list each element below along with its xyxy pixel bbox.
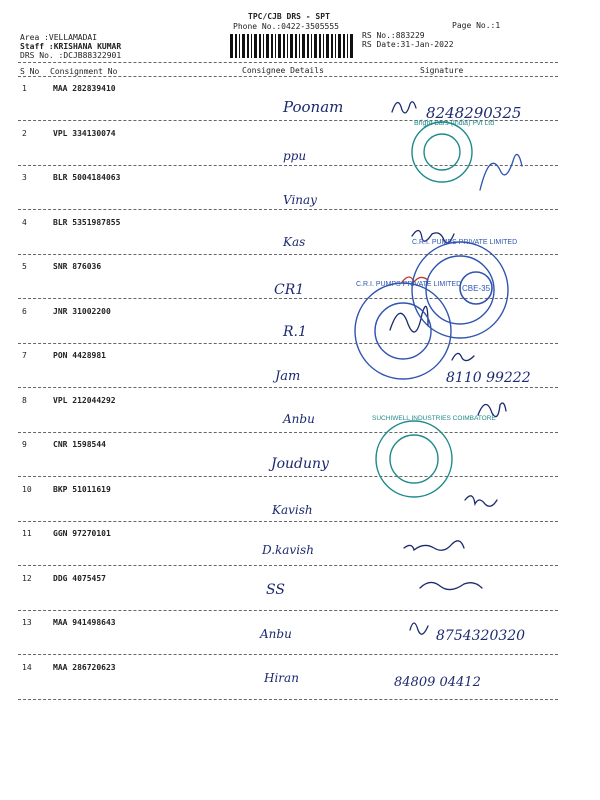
hw-name-3: Vinay — [283, 193, 317, 207]
row-consignment-no: GGN 97270101 — [53, 529, 111, 538]
row-sno: 6 — [22, 306, 27, 316]
table-row — [0, 481, 600, 526]
table-row — [0, 80, 600, 125]
row-sno: 2 — [22, 128, 27, 138]
row-consignment-no: BLR 5351987855 — [53, 217, 121, 227]
hw-phone-1: 8248290325 — [426, 104, 522, 122]
row-divider — [18, 120, 558, 121]
table-row — [0, 258, 600, 303]
stamp-bright-bars-text: Bright Bars (India) Pvt Ltd — [414, 120, 495, 127]
col-sno: S No — [20, 67, 40, 76]
row-consignment-no: VPL 212044292 — [53, 395, 116, 405]
table-row — [0, 436, 600, 481]
hw-name-5: CR1 — [274, 282, 305, 298]
row-sno: 11 — [22, 529, 32, 538]
row-divider — [18, 298, 558, 299]
row-consignment-no: PON 4428981 — [53, 351, 106, 360]
row-consignment-no: MAA 282839410 — [53, 84, 116, 93]
row-divider — [18, 165, 558, 166]
col-consignment: Consignment No — [50, 67, 118, 76]
row-consignment-no: DDG 4075457 — [53, 573, 106, 583]
hw-name-4: Kas — [283, 235, 306, 249]
col-signature: Signature — [420, 66, 464, 75]
table-row — [0, 525, 600, 570]
row-sno: 1 — [22, 84, 27, 93]
row-divider — [18, 521, 558, 522]
row-sno: 3 — [22, 173, 27, 182]
hw-name-1: Poonam — [283, 98, 344, 116]
row-divider — [18, 254, 558, 255]
page-number: Page No.:1 — [452, 21, 501, 30]
row-divider — [18, 432, 558, 433]
area-label: Area :VELLAMADAI — [20, 33, 98, 42]
hw-name-12: SS — [266, 582, 285, 598]
stamp-suchiwell-text: SUCHIWELL INDUSTRIES COIMBATORE — [372, 415, 496, 422]
col-consignee: Consignee Details — [242, 66, 324, 75]
row-sno: 9 — [22, 440, 27, 449]
table-row — [0, 392, 600, 437]
header-rule-top — [18, 62, 558, 63]
row-consignment-no: BLR 5004184063 — [53, 173, 121, 182]
hw-name-2: ppu — [283, 149, 307, 163]
row-divider — [18, 343, 558, 344]
table-row — [0, 570, 600, 615]
table-row — [0, 347, 600, 392]
hw-name-6: R.1 — [283, 324, 307, 340]
header-rule-bottom — [18, 76, 558, 77]
row-consignment-no: SNR 876036 — [53, 262, 102, 271]
hw-name-7: Jam — [275, 369, 301, 384]
table-row — [0, 214, 600, 259]
stamp-cri-pumps-upper-text: C.R.I. PUMPS PRIVATE LIMITED — [412, 239, 518, 246]
table-row — [0, 169, 600, 214]
phone-number: Phone No.:0422-3505555 — [233, 22, 339, 31]
row-sno: 13 — [22, 618, 32, 627]
row-divider — [18, 387, 558, 388]
table-row — [0, 659, 600, 704]
row-sno: 12 — [22, 573, 32, 583]
hw-name-14: Hiran — [264, 671, 299, 685]
barcode — [228, 33, 358, 59]
row-divider — [18, 699, 558, 700]
row-sno: 7 — [22, 351, 27, 360]
row-consignment-no: VPL 334130074 — [53, 128, 116, 138]
row-sno: 4 — [22, 217, 27, 227]
hw-name-11: D.kavish — [262, 543, 314, 557]
table-row — [0, 614, 600, 659]
hw-name-8: Anbu — [283, 412, 315, 426]
row-consignment-no: MAA 286720623 — [53, 662, 116, 672]
delivery-table — [0, 80, 600, 703]
row-sno: 14 — [22, 662, 32, 672]
row-divider — [18, 654, 558, 655]
row-consignment-no: JNR 31002200 — [53, 306, 111, 316]
stamp-cri-pumps-lower-text: C.R.I. PUMPS PRIVATE LIMITED — [356, 281, 462, 288]
drs-number: DRS No. :DCJB88322901 — [20, 51, 122, 60]
hw-phone-2: 8110 99222 — [446, 370, 531, 386]
staff-label: Staff :KRISHANA KUMAR — [20, 42, 122, 51]
hw-phone-3: 8754320320 — [436, 628, 526, 644]
stamp-cbe-text: CBE-35 — [462, 284, 491, 293]
row-sno: 5 — [22, 262, 27, 271]
rs-date: RS Date:31-Jan-2022 — [362, 40, 454, 49]
table-row — [0, 125, 600, 170]
row-divider — [18, 565, 558, 566]
hw-phone-4: 84809 04412 — [394, 675, 481, 690]
row-divider — [18, 209, 558, 210]
row-consignment-no: BKP 51011619 — [53, 484, 111, 494]
row-divider — [18, 476, 558, 477]
table-row — [0, 303, 600, 348]
row-sno: 8 — [22, 395, 27, 405]
row-divider — [18, 610, 558, 611]
rs-number: RS No.:883229 — [362, 31, 425, 40]
row-sno: 10 — [22, 484, 32, 494]
hw-name-10: Kavish — [272, 503, 313, 517]
row-consignment-no: CNR 1598544 — [53, 440, 106, 449]
row-consignment-no: MAA 941498643 — [53, 618, 116, 627]
document-title: TPC/CJB DRS - SPT — [248, 12, 330, 21]
hw-name-9: Jouduny — [271, 456, 329, 472]
hw-name-13: Anbu — [260, 627, 292, 641]
